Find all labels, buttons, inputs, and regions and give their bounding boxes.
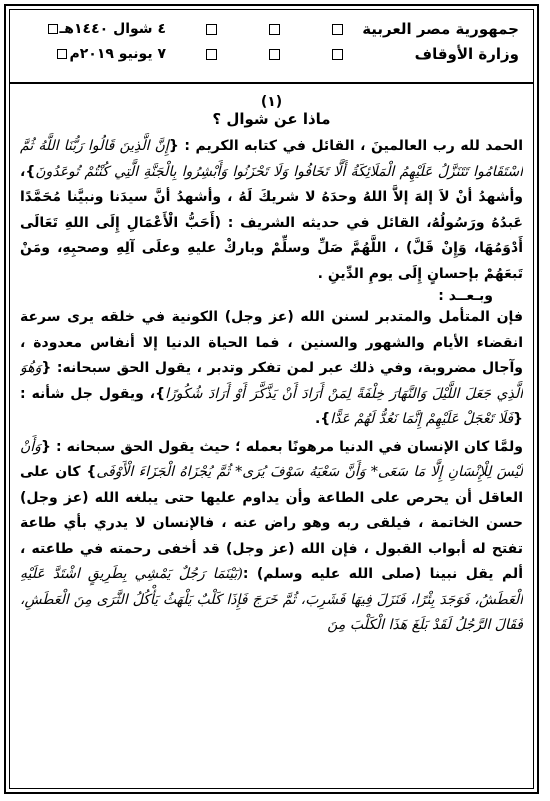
checkbox-square [269, 49, 280, 60]
header-row-1 [24, 18, 519, 40]
paragraph-text: فإن المتأمل والمتدبر لسنن الله (عز وجل) الكونية في خلقه يرى سرعة انقضاء الأيام والشهور والسنين ، فما الحياة الدنيا إلا أنفاس معدودة ، وآجال مضروبة، وفي ذلك عبر لمن تفكر وتدبر ، يقول الحق سبحانه: { [20, 309, 523, 376]
ministry-name: وزارة الأوقاف [414, 45, 519, 63]
header-row-2 [24, 43, 519, 65]
document-header [10, 10, 533, 84]
hadith-text: (بَيْنَمَا رَجُلٌ يَمْشِي بِطَرِيقٍ اشْتَدَّ عَلَيْهِ الْعَطَشُ، فَوَجَدَ بِئْرًا، فَنَزَلَ فِيهَا فَشَرِبَ، ثُمَّ خَرَجَ فَإِذَا كَلْبٌ يَلْهَثُ يَأْكُلُ الثَّرَى مِنَ الْعَطَشِ، فَقَالَ الرَّجُلُ لَقَدْ بَلَغَ هَذَا الْكَلْبَ مِنَ [20, 566, 523, 633]
org-name: جمهورية مصر العربية [362, 20, 519, 38]
square-glyph [48, 24, 58, 34]
quran-verse: وَأَنْ لَيْسَ لِلْإِنْسَانِ إِلَّا مَا سَعَى* وَأَنَّ سَعْيَهُ سَوْفَ يُرَى* ثُمَّ يُجْزَاهُ الْجَزَاءَ الْأَوْفَى [20, 438, 523, 480]
paragraph-text: الحمد لله رب العالمينَ ، القائل في كتابه الكريم : { [168, 138, 523, 154]
transition-phrase: وبـعــد : [438, 288, 493, 304]
sermon-number: (١) [260, 94, 283, 110]
opening-paragraph [20, 134, 523, 287]
checkbox-square [332, 24, 343, 35]
sermon-title: ماذا عن شوال ؟ [212, 110, 331, 128]
square-glyph [57, 49, 67, 59]
checkbox-square [206, 24, 217, 35]
checkbox-square [206, 49, 217, 60]
page-inner-border [9, 9, 534, 789]
checkbox-square [332, 49, 343, 60]
checkbox-square [269, 24, 280, 35]
second-paragraph [20, 305, 523, 433]
gregorian-date: ٧ يونيو ٢٠١٩م [57, 46, 166, 62]
paragraph-text: }، ويقول جل شأنه : { [20, 385, 523, 427]
paragraph-text: }. [314, 411, 331, 427]
page-frame [4, 4, 539, 794]
paragraph-text: } كان على العاقل أن يحرص على الطاعة وأن يداوم عليها حتى يبلغه الله (عز وجل) حسن الخاتمة ، فيلقى ربه وهو راض عنه ، فالإنسان لا يدري بأي طاعة تفتح له أبواب القبول ، فإن الله (عز وجل) قد أخفى رحمته في طاعته ، ألم يقل نبينا (صلى الله عليه وسلم) : [20, 464, 523, 582]
paragraph-text: ولمَّا كان الإنسان في الدنيا مرهونًا بعمله ؛ حيث يقول الحق سبحانه : { [40, 438, 523, 455]
third-paragraph [20, 435, 523, 639]
quran-verse: فَلَا تَعْجَلْ عَلَيْهِمْ إِنَّمَا نَعُدُّ لَهُمْ عَدًّا [330, 411, 514, 427]
paragraph-text: }، وأشهدُ أنْ لاَ إلهَ إلاَّ اللهُ وحدَهُ لا شريكَ لَهُ ، وأشهدُ أنَّ سيدَنا ونبيَّنا مُحَمَّدًا عَبدُهُ ورَسُولُهُ، القائل في حديثه الشريف : (أَحَبُّ الْأَعْمَالِ إِلَى اللهِ تَعَالَى أَدْوَمُهَا، وَإِنْ قَلَّ) ، اللَّهُمَّ صَلِّ وسلِّمْ وباركْ عليهِ وعلَى آلِهِ وصحبِهِ، ومَنْ تَبعَهُمْ بإحسانٍ إِلَى يومِ الدِّينِ . [20, 163, 523, 282]
quran-verse: إِنَّ الَّذِينَ قَالُوا رَبُّنَا اللَّهُ ثُمَّ اسْتَقَامُوا تَتَنَزَّلُ عَلَيْهِمُ الْمَلَائِكَةُ أَلَّا تَخَافُوا وَلَا تَحْزَنُوا وَأَبْشِرُوا بِالْجَنَّةِ الَّتِي كُنْتُمْ تُوعَدُونَ [20, 138, 523, 180]
hijri-date: ٤ شوال ١٤٤٠هـ [48, 21, 166, 37]
quran-verse: وَهُوَ الَّذِي جَعَلَ اللَّيْلَ وَالنَّهَارَ خِلْفَةً لِمَنْ أَرَادَ أَنْ يَذَّكَّرَ أَوْ أَرَادَ شُكُورًا [20, 360, 523, 402]
sermon-body [20, 88, 523, 784]
